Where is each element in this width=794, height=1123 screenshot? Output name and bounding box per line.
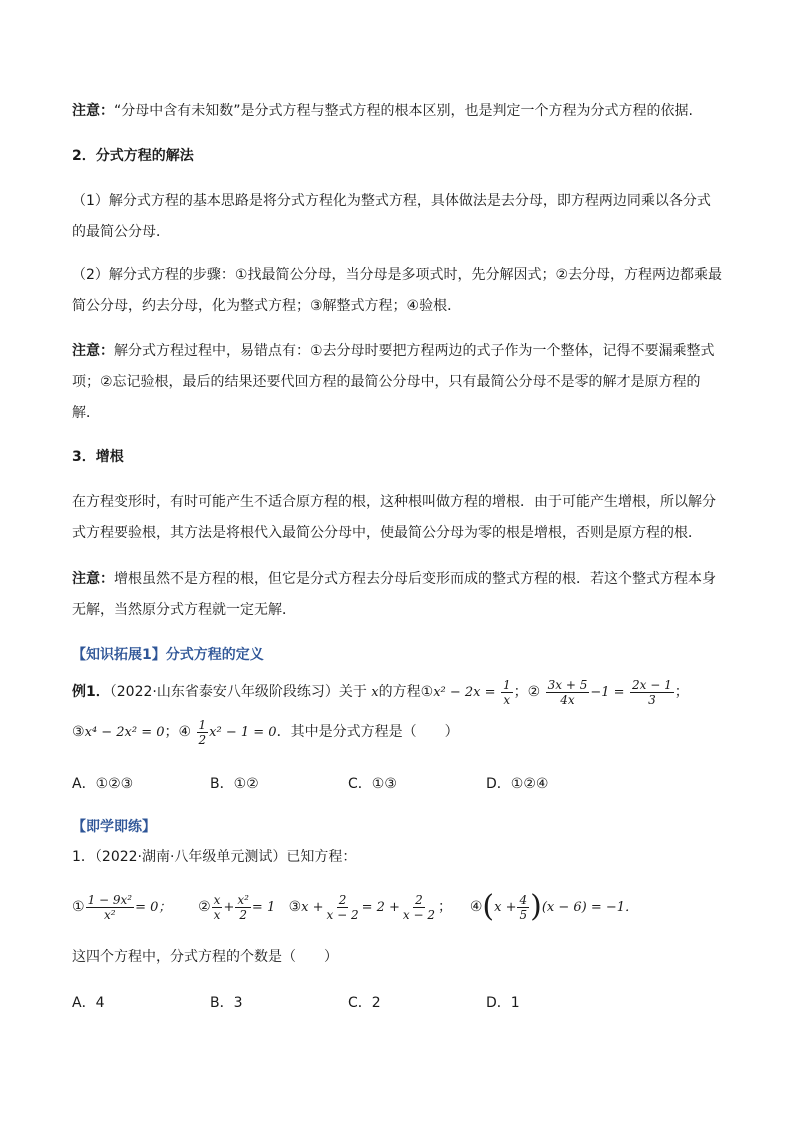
- numerator: 2: [338, 892, 347, 907]
- numerator: x: [213, 892, 221, 907]
- note-label: 注意：: [72, 571, 114, 587]
- section-2-title: 2．分式方程的解法: [72, 148, 194, 164]
- p-eq2-fraction-1: [212, 893, 223, 922]
- paren-open: (: [482, 889, 495, 924]
- p-eq3-fraction-2: [401, 893, 437, 922]
- eq3: x⁴ − 2x² = 0: [84, 725, 165, 740]
- eq2-fraction-right: [630, 678, 674, 707]
- question: ．其中是分式方程是（ ）: [276, 724, 459, 740]
- note-text: 解分式方程过程中，易错点有：①去分母时要把方程两边的式子作为一个整体，记得不要漏乘整式项；②忘记验根，最后的结果还要代回方程的最简公分母中，只有最简公分母不是零的解才是原方程的解．: [72, 343, 715, 421]
- p-eq2-tail: = 1: [251, 900, 276, 915]
- denominator: x: [503, 692, 511, 707]
- circled-3: ③: [288, 899, 302, 915]
- separator: ；②: [513, 684, 541, 700]
- denominator: 2: [239, 907, 247, 922]
- p-eq1-fraction: [86, 893, 135, 922]
- numerator: 1 − 9x²: [87, 892, 133, 907]
- denominator: 5: [519, 907, 528, 922]
- practice-question-intro: 1．（2022·湖南·八年级单元测试）已知方程：: [72, 849, 357, 865]
- eq4-rest: x² − 1 = 0: [209, 725, 277, 740]
- choice-a: A．①②③: [72, 776, 134, 792]
- practice-question: 这四个方程中，分式方程的个数是（ ）: [72, 949, 338, 965]
- note-text: 增根虽然不是方程的根，但它是分式方程去分母后变形而成的整式方程的根．若这个整式方程本身无解，当然原分式方程就一定无解．: [72, 571, 716, 618]
- practice-choice-b: B．3: [210, 995, 243, 1011]
- denominator: x − 2: [326, 907, 359, 922]
- section-3-para: 在方程变形时，有时可能产生不适合原方程的根，这种根叫做方程的增根．由于可能产生增根，所以解分式方程要验根，其方法是将根代入最简公分母中，使最简公分母为零的根是增根，否则是原方程的根．: [72, 494, 716, 541]
- eq1-lhs: x² − 2x =: [433, 685, 496, 700]
- p-eq2-plus: +: [223, 900, 235, 915]
- separator: ；④: [164, 724, 192, 740]
- circled-3: ③: [72, 724, 85, 740]
- note-label: 注意：: [72, 103, 114, 119]
- circled-1: ①: [72, 899, 85, 915]
- denominator: x²: [104, 907, 116, 922]
- choice-c: C．①③: [348, 776, 397, 792]
- section-2-para-2: （2）解分式方程的步骤：①找最简公分母，当分母是多项式时，先分解因式；②去分母，方程两边都乘最简公分母，约去分母，化为整式方程；③解整式方程；④验根．: [72, 267, 723, 314]
- var-x: x: [371, 685, 379, 700]
- separator: ；: [438, 899, 453, 915]
- p-eq4-fraction: [517, 893, 529, 922]
- denominator: 2: [198, 732, 207, 747]
- numerator: 1: [198, 717, 207, 732]
- circled-4: ④: [469, 899, 483, 915]
- note-text: “分母中含有未知数”是分式方程与整式方程的根本区别，也是判定一个方程为分式方程的依据.: [114, 103, 693, 119]
- practice-choice-a: A．4: [72, 995, 105, 1011]
- p-eq1-tail: = 0；: [135, 900, 172, 915]
- note-label: 注意：: [72, 343, 114, 359]
- numerator: 1: [502, 677, 511, 692]
- circled-2: ②: [198, 899, 211, 915]
- section-3-title: 3．增根: [72, 449, 124, 465]
- example-source: （2022·山东省泰安八年级阶段练习）关于: [109, 684, 367, 700]
- numerator: 3x + 5: [547, 677, 588, 692]
- example-label: 例1．: [72, 684, 110, 700]
- practice-choice-c: C．2: [348, 995, 381, 1011]
- denominator: x: [213, 907, 221, 922]
- p-eq4-tail: (x − 6) = −1．: [541, 900, 639, 915]
- practice-heading: 【即学即练】: [72, 819, 156, 835]
- choice-d: D．①②④: [486, 776, 549, 792]
- numerator: 4: [519, 892, 528, 907]
- eq4-fraction: [197, 718, 209, 747]
- p-eq3-fraction-1: [325, 893, 361, 922]
- p-eq4-a: x +: [494, 900, 517, 915]
- example-mid: 的方程①: [378, 684, 434, 700]
- practice-equations: [72, 884, 722, 931]
- eq1-fraction: [501, 678, 513, 707]
- note-2: [72, 336, 722, 429]
- note-1: [72, 96, 722, 127]
- numerator: 2: [415, 892, 423, 907]
- numerator: x²: [237, 892, 249, 907]
- example-1-line-2: [72, 712, 722, 753]
- p-eq3-a: x +: [301, 900, 324, 915]
- section-2-para-1: （1）解分式方程的基本思路是将分式方程化为整式方程，具体做法是去分母，即方程两边同乘以各分式的最简公分母．: [72, 193, 711, 240]
- denominator: x − 2: [402, 907, 436, 922]
- extension-heading: 【知识拓展1】分式方程的定义: [72, 647, 264, 663]
- numerator: 2x − 1: [632, 677, 672, 692]
- denominator: 4x: [560, 692, 575, 707]
- eq2-mid: −1 =: [590, 685, 625, 700]
- eq2-fraction-left: [546, 678, 590, 707]
- choice-b: B．①②: [210, 776, 259, 792]
- denominator: 3: [648, 692, 656, 707]
- note-3: [72, 564, 722, 626]
- practice-choice-d: D．1: [486, 995, 520, 1011]
- separator: ；: [674, 684, 689, 700]
- paren-close: ): [530, 889, 542, 924]
- example-1-line-1: [72, 672, 722, 713]
- p-eq3-mid: = 2 +: [361, 900, 400, 915]
- p-eq2-fraction-2: [235, 893, 251, 922]
